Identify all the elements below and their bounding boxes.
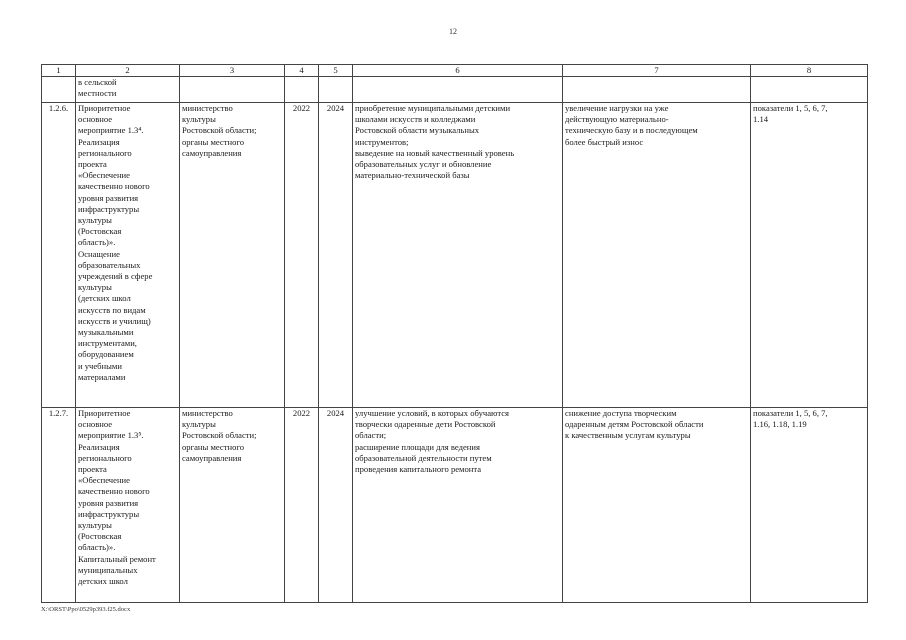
- column-number-header-row: [42, 65, 868, 77]
- cell-empty: [319, 77, 353, 103]
- expected-result: приобретение муниципальными детскими школами искусств и колледжами Ростовской области музыкальных инструментов; выведение на новый качественный уровень образовательных услуг и обновление материально-технической базы: [353, 103, 563, 408]
- cell-empty: [180, 77, 285, 103]
- end-year: 2024: [319, 408, 353, 603]
- cell-empty: [751, 77, 868, 103]
- row-number: 1.2.7.: [42, 408, 76, 603]
- cell-empty: [353, 77, 563, 103]
- column-header-4: 4: [285, 65, 319, 77]
- consequences: снижение доступа творческим одаренным детям Ростовской области к качественным услугам культуры: [563, 408, 751, 603]
- page-number: 12: [449, 27, 457, 36]
- measure-name: Приоритетное основное мероприятие 1.3⁴. Реализация регионального проекта «Обеспечение качественно нового уровня развития инфраструктуры культуры (Ростовская область)». Оснащение образовательных учреждений в сфере культуры (детских школ искусств по видам искусств и училищ) музыкальными инструментами, оборудованием и учебными материалами: [76, 103, 180, 408]
- responsible-executor: министерство культуры Ростовской области; органы местного самоуправления: [180, 103, 285, 408]
- cell-empty: [285, 77, 319, 103]
- column-header-3: 3: [180, 65, 285, 77]
- responsible-executor: министерство культуры Ростовской области; органы местного самоуправления: [180, 408, 285, 603]
- column-header-8: 8: [751, 65, 868, 77]
- continuation-text: в сельской местности: [76, 77, 180, 103]
- cell-empty: [42, 77, 76, 103]
- file-path-footer: X:\ORST\Ppo\0529p393.f25.docx: [41, 606, 131, 613]
- start-year: 2022: [285, 103, 319, 408]
- row-number: 1.2.6.: [42, 103, 76, 408]
- column-header-7: 7: [563, 65, 751, 77]
- expected-result: улучшение условий, в которых обучаются творчески одаренные дети Ростовской области; расширение площади для ведения образовательной деятельности путем проведения капитального ремонта: [353, 408, 563, 603]
- column-header-5: 5: [319, 65, 353, 77]
- program-table: [41, 64, 868, 603]
- linked-indicators: показатели 1, 5, 6, 7, 1.14: [751, 103, 868, 408]
- column-header-6: 6: [353, 65, 563, 77]
- table-row: [42, 408, 868, 603]
- consequences: увеличение нагрузки на уже действующую материально- техническую базу и в последующем более быстрый износ: [563, 103, 751, 408]
- table-row: [42, 103, 868, 408]
- cell-empty: [563, 77, 751, 103]
- linked-indicators: показатели 1, 5, 6, 7, 1.16, 1.18, 1.19: [751, 408, 868, 603]
- column-header-2: 2: [76, 65, 180, 77]
- column-header-1: 1: [42, 65, 76, 77]
- start-year: 2022: [285, 408, 319, 603]
- end-year: 2024: [319, 103, 353, 408]
- continuation-row: [42, 77, 868, 103]
- measure-name: Приоритетное основное мероприятие 1.3⁵. Реализация регионального проекта «Обеспечение качественно нового уровня развития инфраструктуры культуры (Ростовская область)». Капитальный ремонт муниципальных детских школ: [76, 408, 180, 603]
